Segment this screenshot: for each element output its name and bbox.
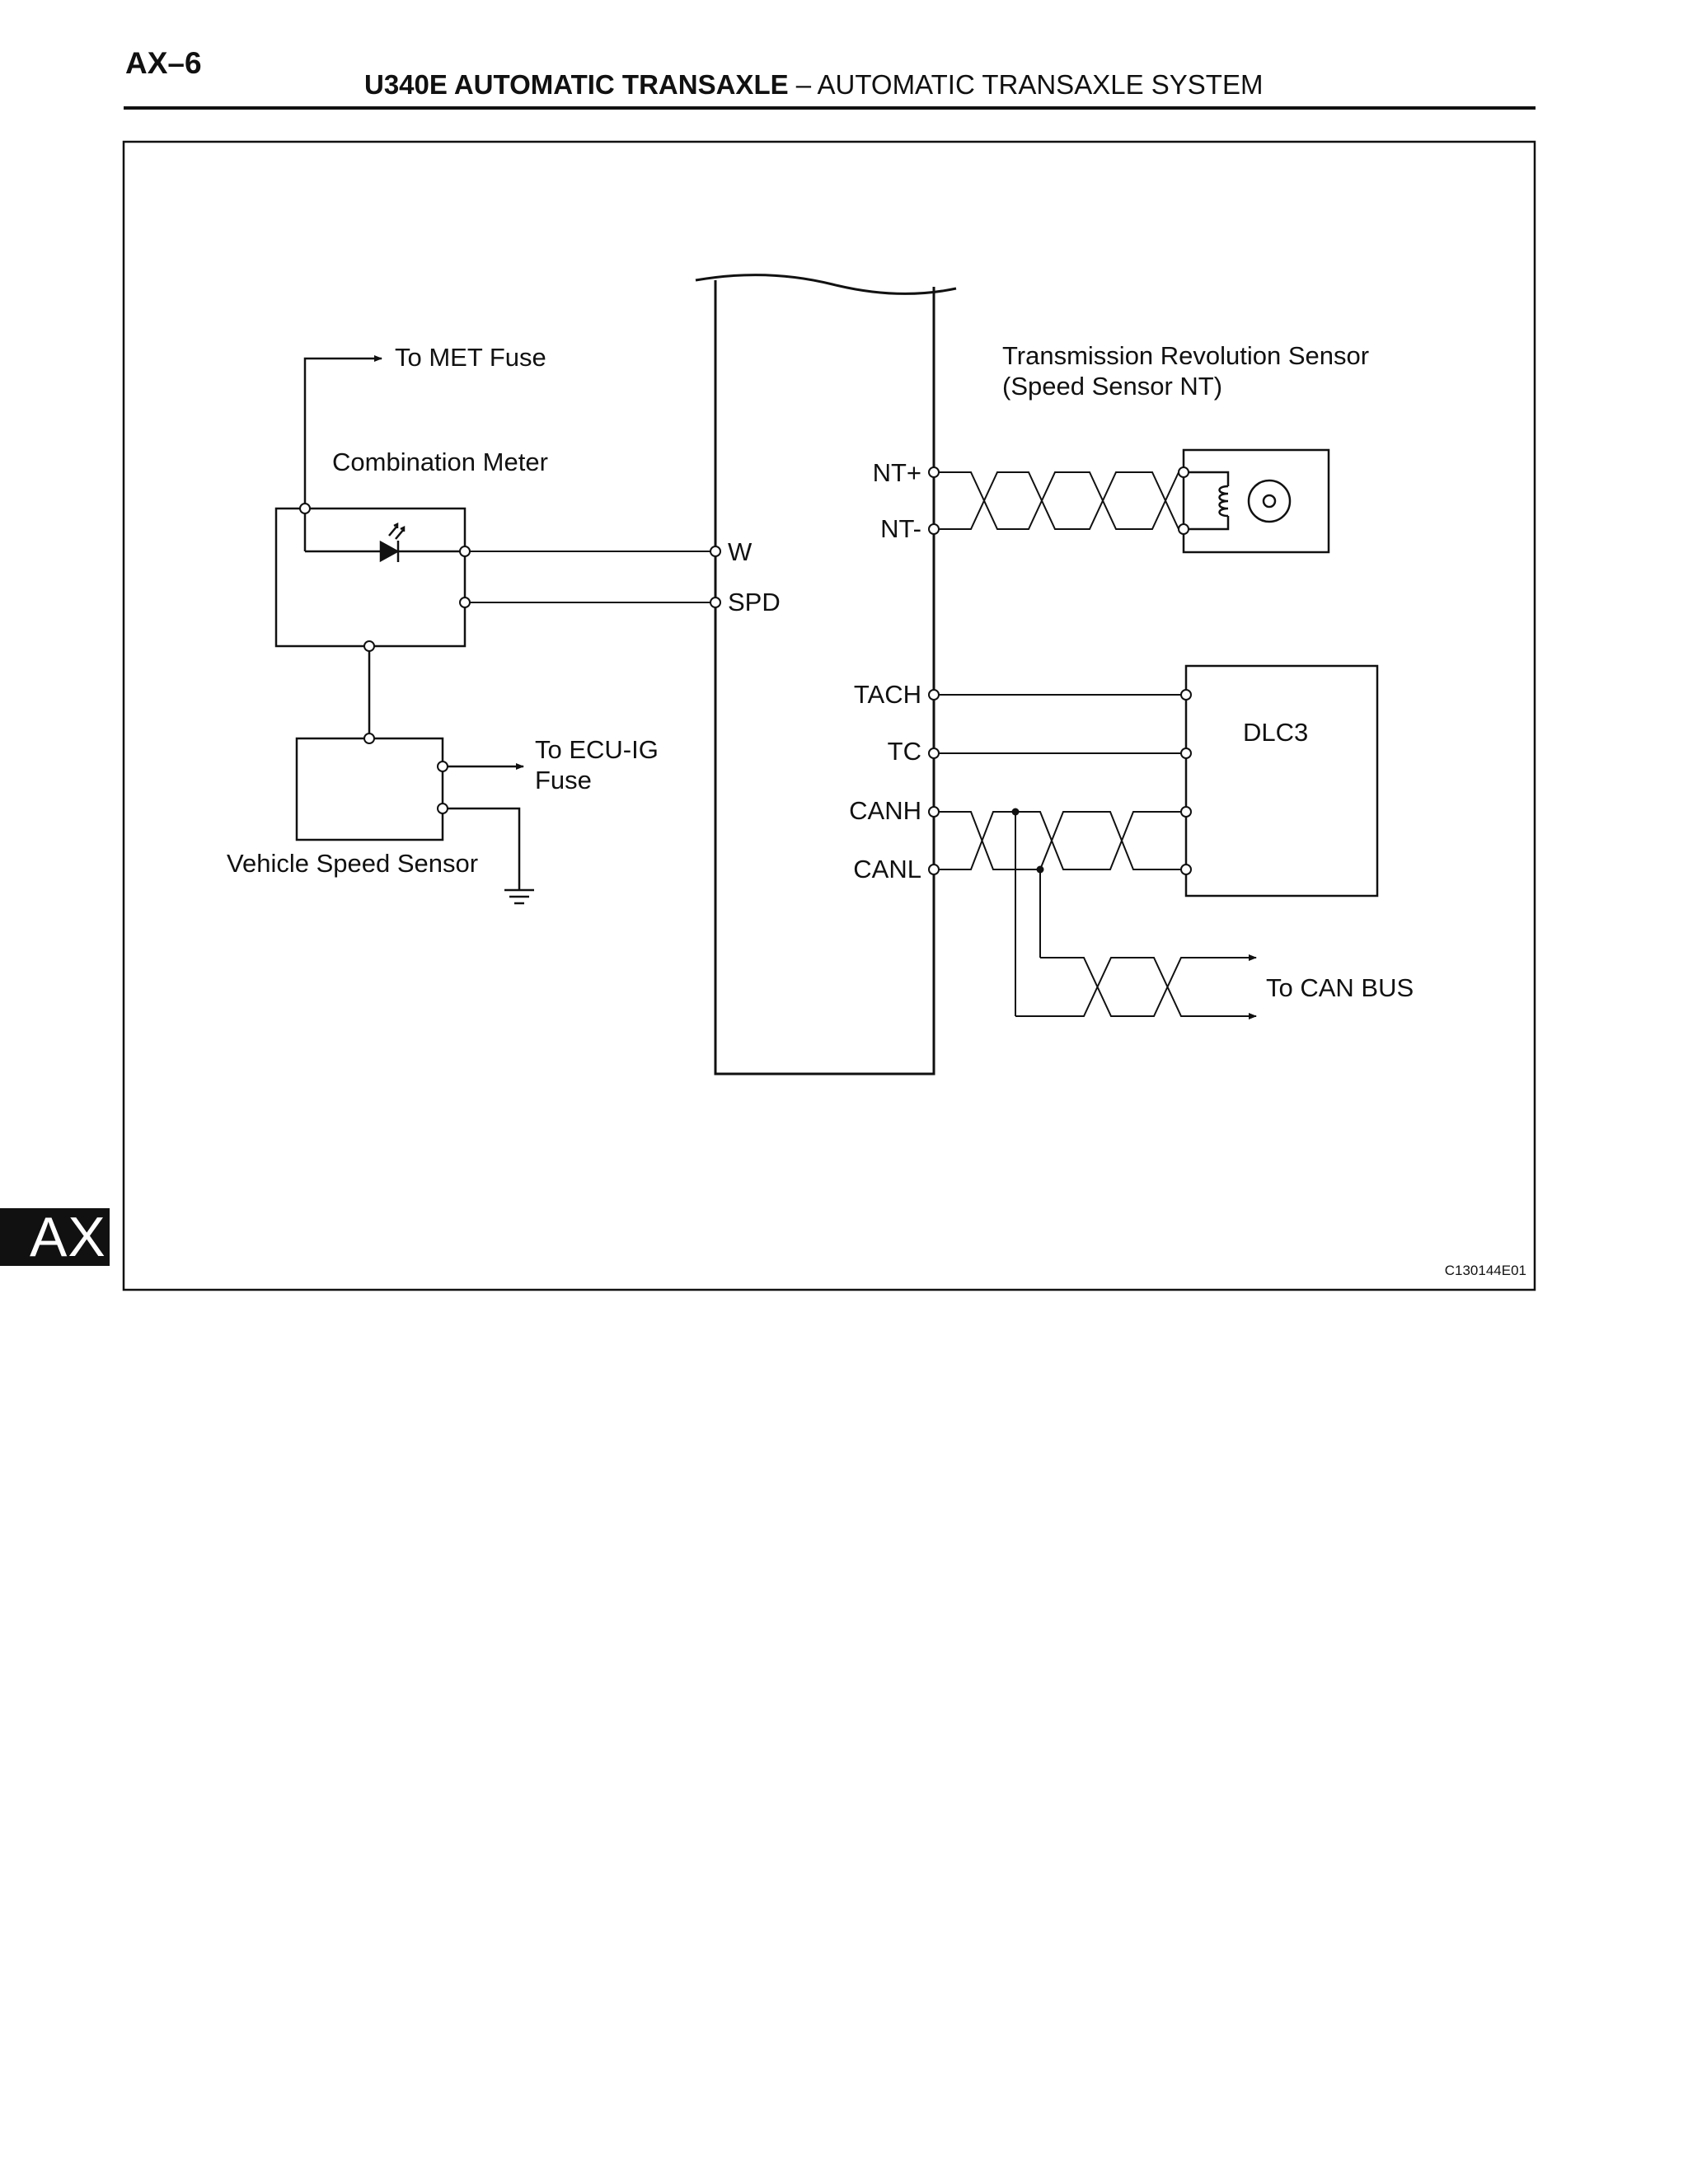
page-title-separator: – [788, 69, 818, 100]
meter-w-terminal [460, 546, 470, 556]
meter-fuse-terminal [300, 504, 310, 513]
sensor-ig-terminal [438, 762, 448, 771]
speed-sensor-nt [1184, 450, 1329, 552]
meter-sensor-terminal [364, 641, 374, 651]
figure-code: C130144E01 [1444, 1263, 1526, 1278]
vehicle-speed-sensor-label: Vehicle Speed Sensor [227, 849, 479, 878]
nt-sensor-plus-terminal [1179, 467, 1189, 477]
pin-tc-label: TC [887, 737, 921, 766]
pin-canh-label: CANH [849, 796, 921, 825]
section-tab: AX [0, 1208, 110, 1266]
combination-meter-label: Combination Meter [332, 448, 548, 476]
to-ecu-ig-fuse-label: Fuse [535, 766, 592, 794]
ecm-tc-terminal [929, 748, 939, 758]
dlc3-label: DLC3 [1243, 718, 1309, 747]
pin-canl-label: CANL [853, 855, 921, 883]
to-met-fuse-label: To MET Fuse [395, 343, 546, 372]
dlc3-canh-terminal [1181, 807, 1191, 817]
diagram-frame [124, 142, 1535, 1290]
ecm-box [696, 275, 956, 1074]
page-number: AX–6 [125, 46, 202, 80]
sensor-ground-terminal [438, 804, 448, 813]
dlc3-canl-terminal [1181, 865, 1191, 874]
nt-sensor-minus-terminal [1179, 524, 1189, 534]
nt-twisted-pair [939, 472, 1179, 529]
trs-label-line2: (Speed Sensor NT) [1002, 372, 1223, 401]
ecm-tach-terminal [929, 690, 939, 700]
canh-splice [1012, 808, 1020, 816]
page-title-main: U340E AUTOMATIC TRANSAXLE [364, 69, 789, 100]
dlc3-tach-terminal [1181, 690, 1191, 700]
can-twisted-pair [939, 812, 1181, 869]
ecm-canh-terminal [929, 807, 939, 817]
to-ecu-ig-label: To ECU-IG [535, 735, 659, 764]
dlc3-tc-terminal [1181, 748, 1191, 758]
page-title-section: AUTOMATIC TRANSAXLE SYSTEM [817, 69, 1264, 100]
pin-tach-label: TACH [853, 680, 921, 709]
meter-spd-terminal [460, 598, 470, 607]
dlc3-box [1186, 666, 1377, 896]
pin-nt-minus-label: NT- [880, 514, 921, 543]
combination-meter [276, 359, 465, 646]
pin-nt-plus-label: NT+ [872, 458, 921, 487]
ecm-nt-plus-terminal [929, 467, 939, 477]
ecm-canl-terminal [929, 865, 939, 874]
ecm-nt-minus-terminal [929, 524, 939, 534]
to-can-bus-label: To CAN BUS [1266, 973, 1414, 1002]
sensor-top-terminal [364, 733, 374, 743]
ecm-spd-terminal [710, 598, 720, 607]
pin-w-label: W [728, 537, 753, 566]
canl-splice [1037, 866, 1044, 874]
ecm-w-terminal [710, 546, 720, 556]
trs-label-line1: Transmission Revolution Sensor [1002, 341, 1370, 370]
pin-spd-label: SPD [728, 588, 781, 616]
